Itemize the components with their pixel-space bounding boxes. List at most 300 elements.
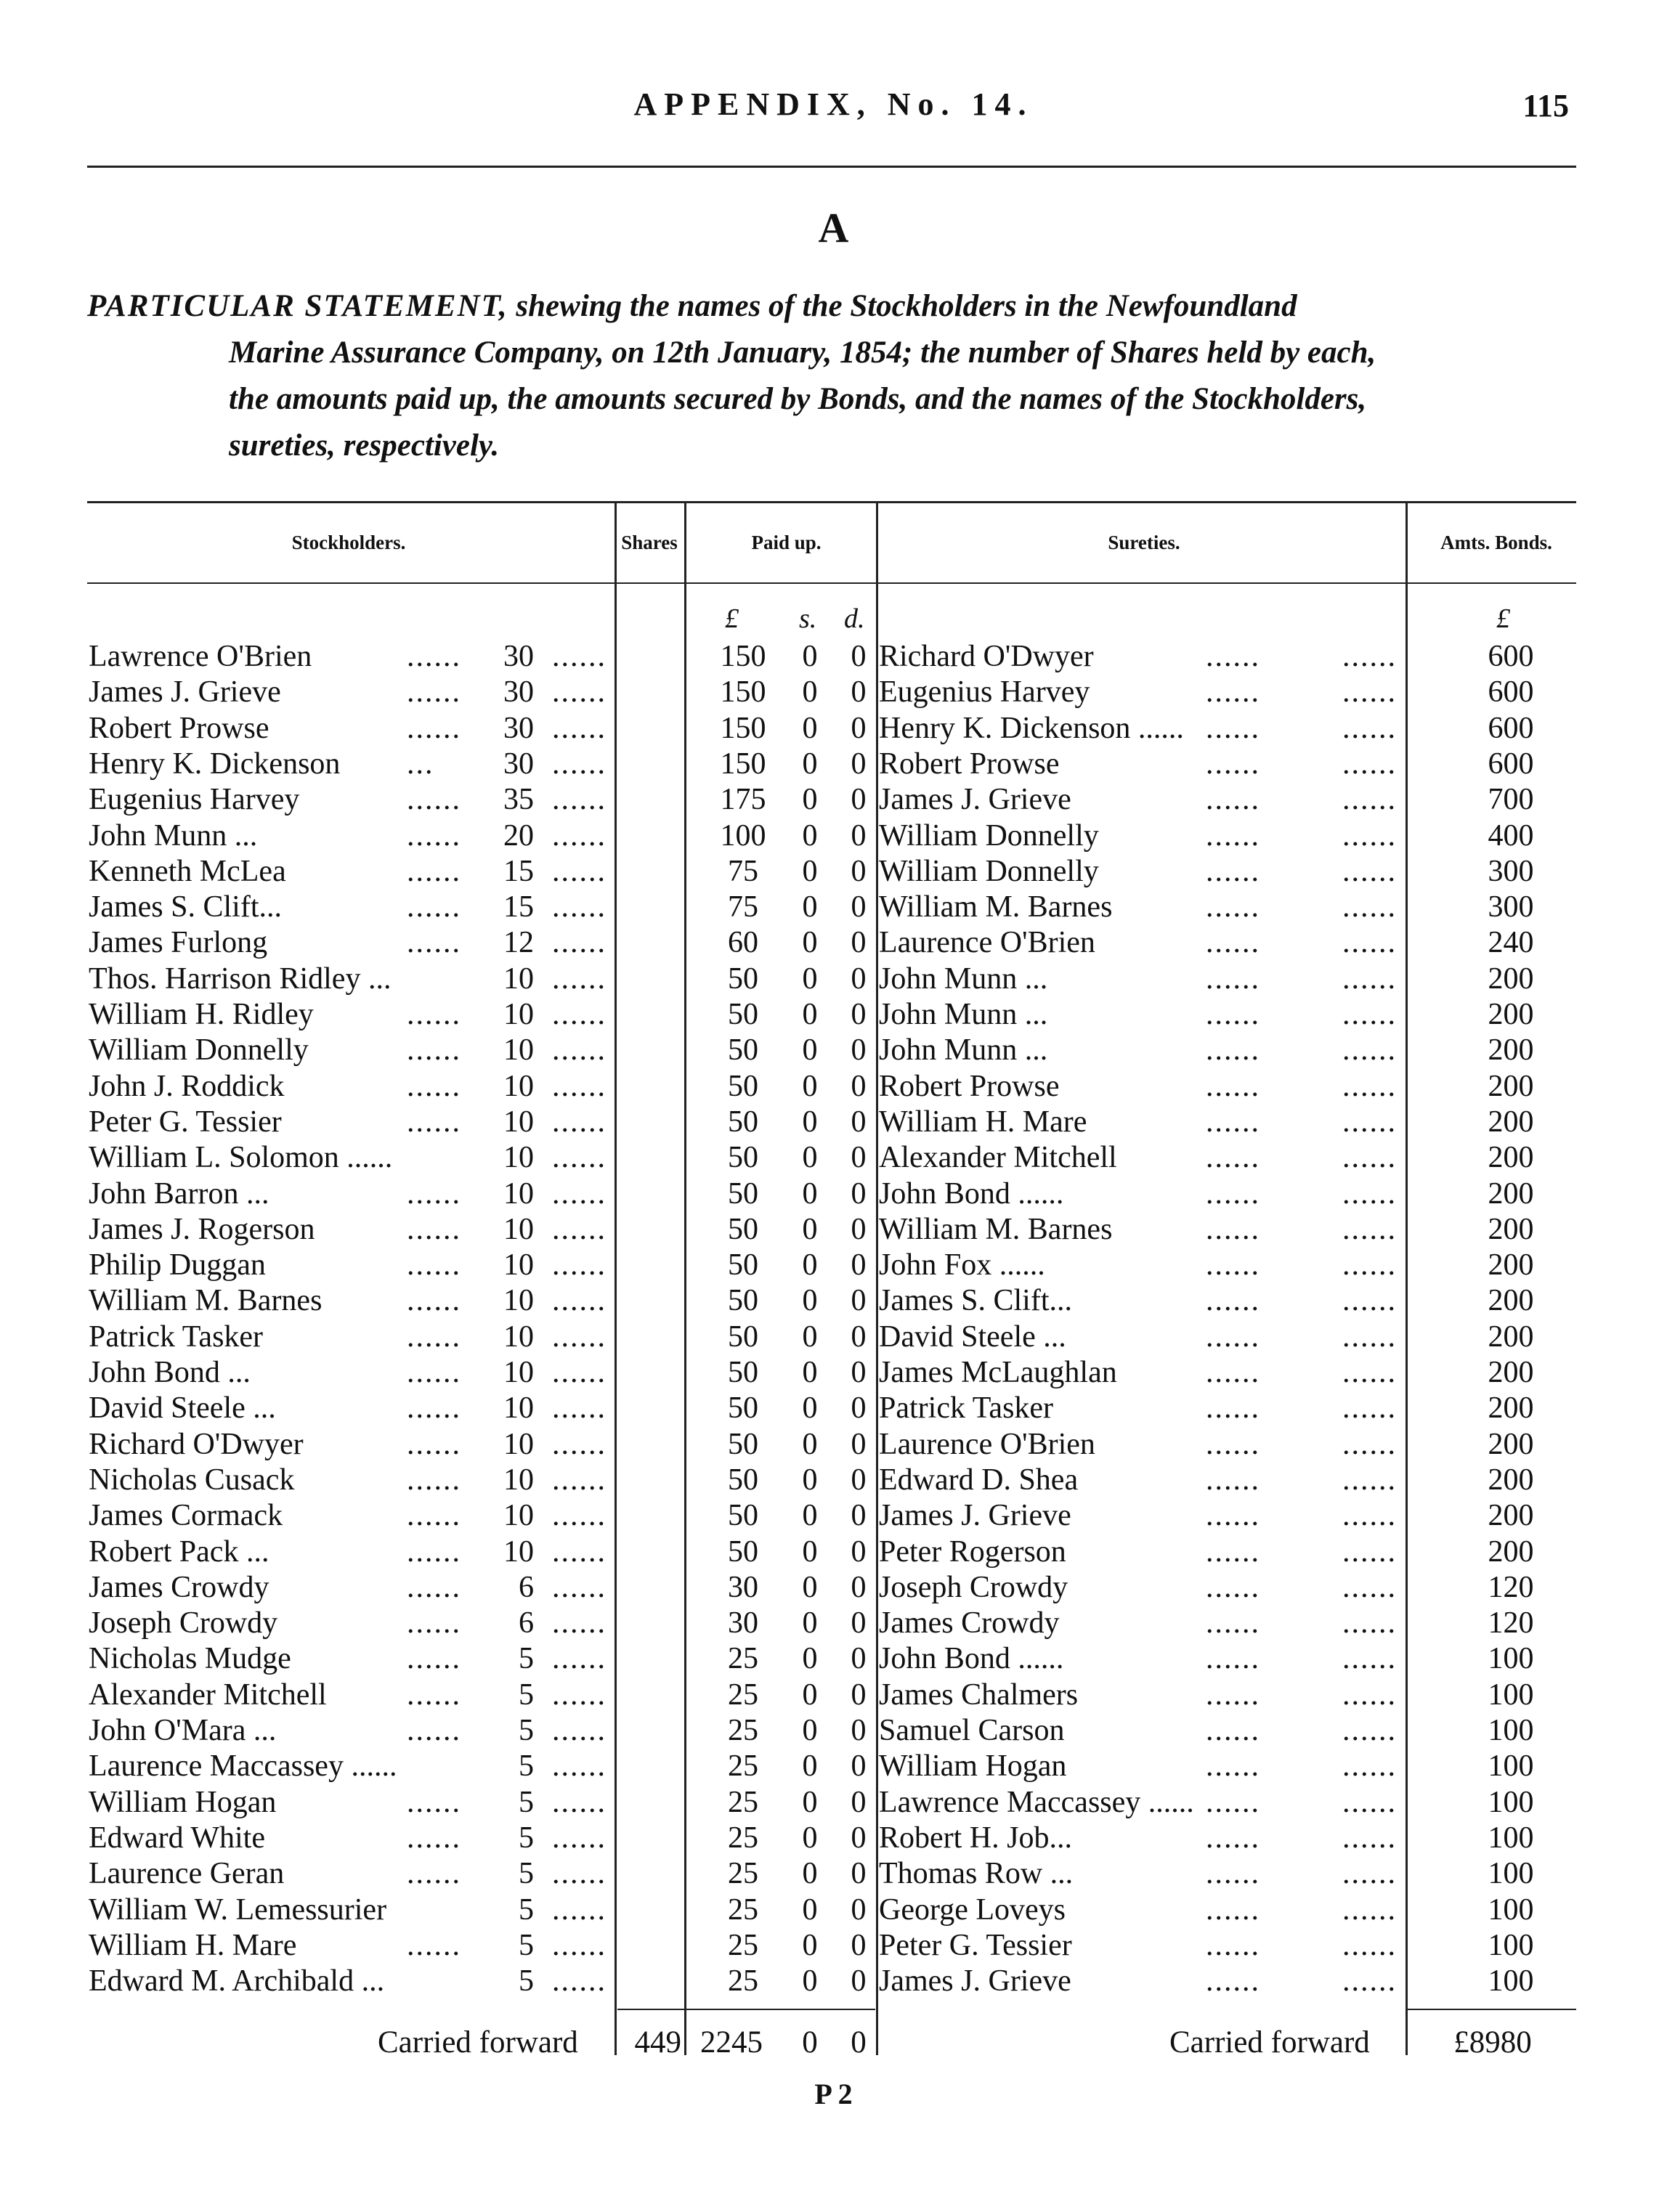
leader-dots: ...... (552, 1391, 607, 1426)
stockholder-name: Thos. Harrison Ridley ... (89, 961, 392, 996)
leader-dots: ...... (407, 1248, 461, 1282)
surety-name: James J. Grieve (879, 1499, 1071, 1533)
paid-shillings: 0 (802, 961, 818, 996)
paid-pounds: 25 (728, 1749, 758, 1784)
shares-value: 30 (503, 675, 534, 709)
shares-value: 5 (519, 1964, 534, 1998)
shares-total-rule (617, 2009, 875, 2010)
stockholder-name: Robert Prowse (89, 711, 269, 745)
shares-value: 5 (519, 1749, 534, 1784)
unit-shillings: s. (799, 603, 817, 634)
leader-dots: ...... (552, 1284, 607, 1318)
surety-name: Laurence O'Brien (879, 926, 1095, 960)
leader-dots: ...... (1342, 1964, 1397, 1998)
shares-value: 10 (503, 1069, 534, 1103)
paid-shillings: 0 (802, 1964, 818, 1998)
paid-shillings: 0 (802, 1749, 818, 1784)
stockholder-name: James Crowdy (89, 1570, 269, 1604)
leader-dots: ...... (407, 1463, 461, 1497)
leader-dots: ...... (407, 1176, 461, 1211)
paid-shillings: 0 (802, 1176, 818, 1211)
table-row (87, 1678, 1576, 1713)
total-pence: 0 (851, 2025, 867, 2059)
stockholder-name: Kenneth McLea (89, 854, 286, 888)
table-row (87, 1355, 1576, 1391)
table-row (87, 1785, 1576, 1821)
paid-shillings: 0 (802, 1212, 818, 1246)
stockholder-name: James J. Rogerson (89, 1212, 315, 1246)
surety-name: Samuel Carson (879, 1714, 1065, 1747)
paid-pounds: 175 (720, 783, 766, 817)
surety-name: John Munn ... (879, 998, 1048, 1031)
col-head-stockholders: Stockholders. (291, 532, 406, 553)
paid-shillings: 0 (802, 1570, 818, 1604)
paid-pence: 0 (851, 1463, 867, 1497)
leader-dots: ...... (1342, 783, 1397, 817)
leader-dots: ...... (1206, 783, 1260, 817)
paid-pounds: 50 (728, 1033, 758, 1068)
leader-dots: ...... (407, 1570, 461, 1604)
stockholder-name: Laurence Maccassey ...... (89, 1749, 397, 1784)
shares-value: 10 (503, 961, 534, 996)
paid-shillings: 0 (802, 1391, 818, 1426)
stockholder-name: James S. Clift... (89, 890, 283, 924)
leader-dots: ...... (407, 1606, 461, 1640)
leader-dots: ...... (1342, 1534, 1397, 1569)
leader-dots: ...... (407, 711, 461, 745)
paid-shillings: 0 (802, 1284, 818, 1318)
leader-dots: ...... (407, 1678, 461, 1712)
col-head-paid-up: Paid up. (751, 532, 822, 553)
leader-dots: ...... (407, 1033, 461, 1068)
shares-value: 30 (503, 640, 534, 673)
bond-amount: 100 (1488, 1642, 1534, 1676)
leader-dots: ...... (407, 1642, 461, 1676)
table-row (87, 997, 1576, 1033)
paid-pounds: 150 (720, 711, 766, 745)
leader-dots: ...... (1342, 1928, 1397, 1962)
paid-shillings: 0 (802, 1141, 818, 1175)
leader-dots: ...... (1206, 1606, 1260, 1640)
leader-dots: ...... (552, 1141, 607, 1175)
header-rule (87, 166, 1576, 168)
paid-pounds: 25 (728, 1714, 758, 1747)
paid-shillings: 0 (802, 711, 818, 745)
paid-shillings: 0 (802, 1928, 818, 1962)
paid-shillings: 0 (802, 1785, 818, 1819)
paid-pence: 0 (851, 747, 867, 781)
surety-name: John Munn ... (879, 961, 1048, 996)
surety-name: William Donnelly (879, 818, 1099, 853)
statement-heading (87, 283, 1576, 469)
bond-amount: 200 (1488, 1105, 1534, 1139)
leader-dots: ...... (552, 1463, 607, 1497)
surety-name: William M. Barnes (879, 890, 1113, 924)
shares-value: 10 (503, 1141, 534, 1175)
leader-dots: ...... (552, 818, 607, 853)
paid-shillings: 0 (802, 1248, 818, 1282)
stockholder-name: Eugenius Harvey (89, 783, 300, 817)
stockholder-name: Nicholas Cusack (89, 1463, 295, 1497)
stockholder-name: Joseph Crowdy (89, 1606, 278, 1640)
page-number: 115 (1522, 88, 1569, 123)
leader-dots: ...... (1206, 1928, 1260, 1962)
leader-dots: ...... (1342, 1391, 1397, 1426)
leader-dots: ...... (1206, 818, 1260, 853)
bond-amount: 100 (1488, 1857, 1534, 1891)
stockholder-name: Lawrence O'Brien (89, 640, 312, 673)
paid-pence: 0 (851, 1069, 867, 1103)
paid-pounds: 25 (728, 1857, 758, 1891)
surety-name: Alexander Mitchell (879, 1141, 1117, 1175)
paid-pence: 0 (851, 998, 867, 1031)
surety-name: Edward D. Shea (879, 1463, 1079, 1497)
leader-dots: ...... (1206, 890, 1260, 924)
surety-name: James J. Grieve (879, 1964, 1071, 1998)
leader-dots: ...... (552, 1069, 607, 1103)
leader-dots: ...... (1342, 1714, 1397, 1747)
paid-shillings: 0 (802, 1463, 818, 1497)
paid-shillings: 0 (802, 1857, 818, 1891)
stockholder-name: Alexander Mitchell (89, 1678, 327, 1712)
surety-name: James Crowdy (879, 1606, 1060, 1640)
leader-dots: ...... (552, 1248, 607, 1282)
leader-dots: ...... (1342, 1141, 1397, 1175)
leader-dots: ...... (552, 926, 607, 960)
leader-dots: ...... (1206, 1069, 1260, 1103)
paid-pence: 0 (851, 783, 867, 817)
page-header (0, 86, 1667, 129)
paid-pounds: 25 (728, 1678, 758, 1712)
leader-dots: ...... (1206, 1212, 1260, 1246)
carried-forward-label-right: Carried forward (1169, 2025, 1370, 2059)
leader-dots: ...... (407, 675, 461, 709)
leader-dots: ...... (407, 783, 461, 817)
paid-pence: 0 (851, 1785, 867, 1819)
bond-amount: 300 (1488, 854, 1534, 888)
table-row (87, 1821, 1576, 1856)
leader-dots: ...... (407, 998, 461, 1031)
leader-dots: ...... (1206, 1821, 1260, 1855)
shares-value: 10 (503, 998, 534, 1031)
stockholder-name: James Furlong (89, 926, 268, 960)
leader-dots: ...... (1342, 1176, 1397, 1211)
table-row (87, 1534, 1576, 1570)
bond-amount: 240 (1488, 926, 1534, 960)
leader-dots: ...... (552, 711, 607, 745)
leader-dots: ...... (1206, 1749, 1260, 1784)
paid-pounds: 50 (728, 1141, 758, 1175)
surety-name: Peter Rogerson (879, 1534, 1066, 1569)
table-row (87, 1928, 1576, 1964)
bond-amount: 100 (1488, 1964, 1534, 1998)
leader-dots: ...... (1342, 747, 1397, 781)
shares-value: 10 (503, 1176, 534, 1211)
leader-dots: ...... (1206, 1642, 1260, 1676)
leader-dots: ...... (407, 1105, 461, 1139)
table-row (87, 854, 1576, 890)
paid-pence: 0 (851, 1499, 867, 1533)
leader-dots: ...... (407, 1785, 461, 1819)
paid-pence: 0 (851, 1105, 867, 1139)
paid-pence: 0 (851, 890, 867, 924)
table-head-rule (87, 582, 1576, 584)
leader-dots: ...... (1206, 1857, 1260, 1891)
paid-pence: 0 (851, 711, 867, 745)
shares-value: 10 (503, 1284, 534, 1318)
shares-value: 5 (519, 1892, 534, 1927)
leader-dots: ...... (407, 1069, 461, 1103)
leader-dots: ...... (552, 1427, 607, 1461)
shares-value: 10 (503, 1463, 534, 1497)
leader-dots: ...... (407, 854, 461, 888)
leader-dots: ...... (552, 1749, 607, 1784)
paid-shillings: 0 (802, 1821, 818, 1855)
leader-dots: ... (407, 747, 434, 781)
stockholder-name: William Hogan (89, 1785, 277, 1819)
stockholder-name: William H. Ridley (89, 998, 314, 1031)
table-row (87, 1498, 1576, 1534)
paid-shillings: 0 (802, 675, 818, 709)
table-row (87, 1033, 1576, 1068)
shares-value: 6 (519, 1570, 534, 1604)
leader-dots: ...... (1206, 1570, 1260, 1604)
paid-pounds: 30 (728, 1606, 758, 1640)
bond-amount: 600 (1488, 640, 1534, 673)
unit-pence: d. (844, 603, 865, 634)
leader-dots: ...... (407, 1391, 461, 1426)
leader-dots: ...... (1342, 711, 1397, 745)
paid-pence: 0 (851, 1678, 867, 1712)
leader-dots: ...... (1342, 1785, 1397, 1819)
surety-name: William Donnelly (879, 854, 1099, 888)
table-row (87, 675, 1576, 710)
paid-shillings: 0 (802, 890, 818, 924)
surety-name: Patrick Tasker (879, 1391, 1054, 1426)
leader-dots: ...... (1342, 961, 1397, 996)
paid-shillings: 0 (802, 818, 818, 853)
paid-pounds: 75 (728, 890, 758, 924)
shares-value: 10 (503, 1033, 534, 1068)
stockholder-name: John Bond ... (89, 1356, 251, 1389)
leader-dots: ...... (1206, 1105, 1260, 1139)
stockholder-name: Richard O'Dwyer (89, 1427, 304, 1461)
paid-pounds: 25 (728, 1642, 758, 1676)
bond-amount: 200 (1488, 1391, 1534, 1426)
shares-value: 20 (503, 818, 534, 853)
paid-pounds: 50 (728, 1284, 758, 1318)
bond-amount: 400 (1488, 818, 1534, 853)
bond-amount: 300 (1488, 890, 1534, 924)
bond-amount: 200 (1488, 998, 1534, 1031)
paid-pounds: 50 (728, 1212, 758, 1246)
table-row (87, 1892, 1576, 1928)
paid-pence: 0 (851, 1356, 867, 1389)
bond-amount: 120 (1488, 1570, 1534, 1604)
paid-pence: 0 (851, 854, 867, 888)
bond-amount: 200 (1488, 1534, 1534, 1569)
shares-value: 10 (503, 1534, 534, 1569)
leader-dots: ...... (552, 1176, 607, 1211)
leader-dots: ...... (407, 1284, 461, 1318)
paid-pounds: 25 (728, 1928, 758, 1962)
bond-amount: 100 (1488, 1821, 1534, 1855)
leader-dots: ...... (1342, 1499, 1397, 1533)
paid-shillings: 0 (802, 926, 818, 960)
leader-dots: ...... (552, 1821, 607, 1855)
bond-amount: 100 (1488, 1678, 1534, 1712)
leader-dots: ...... (552, 1642, 607, 1676)
leader-dots: ...... (407, 926, 461, 960)
shares-value: 10 (503, 1248, 534, 1282)
leader-dots: ...... (407, 1212, 461, 1246)
paid-pounds: 25 (728, 1964, 758, 1998)
stockholder-name: Patrick Tasker (89, 1320, 264, 1354)
surety-name: Eugenius Harvey (879, 675, 1090, 709)
paid-shillings: 0 (802, 854, 818, 888)
total-bonds: £8980 (1453, 2025, 1532, 2059)
leader-dots: ...... (407, 1534, 461, 1569)
stockholder-name: Philip Duggan (89, 1248, 266, 1282)
bond-amount: 100 (1488, 1749, 1534, 1784)
leader-dots: ...... (1342, 1248, 1397, 1282)
bond-amount: 600 (1488, 747, 1534, 781)
leader-dots: ...... (407, 1857, 461, 1891)
surety-name: John Fox ...... (879, 1248, 1045, 1282)
leader-dots: ...... (1342, 1356, 1397, 1389)
stockholder-name: John J. Roddick (89, 1069, 285, 1103)
leader-dots: ...... (1342, 1892, 1397, 1927)
leader-dots: ...... (552, 1857, 607, 1891)
leader-dots: ...... (407, 1427, 461, 1461)
leader-dots: ...... (407, 1714, 461, 1747)
bond-amount: 200 (1488, 1463, 1534, 1497)
leader-dots: ...... (552, 1105, 607, 1139)
leader-dots: ...... (552, 783, 607, 817)
paid-pounds: 50 (728, 1248, 758, 1282)
shares-value: 5 (519, 1714, 534, 1747)
shares-value: 10 (503, 1499, 534, 1533)
surety-name: William H. Mare (879, 1105, 1087, 1139)
paid-pence: 0 (851, 1964, 867, 1998)
bond-amount: 600 (1488, 711, 1534, 745)
table-row (87, 1749, 1576, 1784)
leader-dots: ...... (407, 1821, 461, 1855)
bonds-total-rule (1408, 2009, 1576, 2010)
leader-dots: ...... (552, 854, 607, 888)
paid-shillings: 0 (802, 783, 818, 817)
bond-amount: 200 (1488, 1320, 1534, 1354)
paid-pence: 0 (851, 1606, 867, 1640)
stockholder-name: William W. Lemessurier (89, 1892, 387, 1927)
paid-pounds: 100 (720, 818, 766, 853)
stockholder-name: Laurence Geran (89, 1857, 285, 1891)
leader-dots: ...... (1342, 1033, 1397, 1068)
surety-name: William M. Barnes (879, 1212, 1113, 1246)
paid-pence: 0 (851, 1534, 867, 1569)
shares-value: 15 (503, 854, 534, 888)
surety-name: Henry K. Dickenson ...... (879, 711, 1184, 745)
leader-dots: ...... (407, 890, 461, 924)
table-row (87, 711, 1576, 747)
leader-dots: ...... (407, 1928, 461, 1962)
total-shares: 449 (634, 2025, 681, 2059)
paid-pence: 0 (851, 1892, 867, 1927)
signature-mark: P 2 (814, 2078, 853, 2110)
paid-shillings: 0 (802, 1892, 818, 1927)
stockholder-name: William Donnelly (89, 1033, 309, 1068)
leader-dots: ...... (1206, 1320, 1260, 1354)
paid-shillings: 0 (802, 1642, 818, 1676)
surety-name: Thomas Row ... (879, 1857, 1074, 1891)
bond-amount: 100 (1488, 1714, 1534, 1747)
shares-value: 10 (503, 1212, 534, 1246)
table-row (87, 1105, 1576, 1140)
paid-pence: 0 (851, 1391, 867, 1426)
leader-dots: ...... (1342, 818, 1397, 853)
surety-name: John Munn ... (879, 1033, 1048, 1068)
paid-pounds: 50 (728, 1320, 758, 1354)
stockholder-name: John O'Mara ... (89, 1714, 277, 1747)
paid-pence: 0 (851, 1570, 867, 1604)
leader-dots: ...... (1342, 1069, 1397, 1103)
paid-pence: 0 (851, 1176, 867, 1211)
paid-pence: 0 (851, 1320, 867, 1354)
bond-amount: 200 (1488, 1033, 1534, 1068)
bond-amount: 200 (1488, 1069, 1534, 1103)
paid-pence: 0 (851, 1642, 867, 1676)
leader-dots: ...... (552, 1606, 607, 1640)
leader-dots: ...... (407, 1320, 461, 1354)
leader-dots: ...... (552, 675, 607, 709)
surety-name: Lawrence Maccassey ...... (879, 1785, 1194, 1819)
shares-value: 10 (503, 1320, 534, 1354)
table-row (87, 961, 1576, 997)
bond-amount: 100 (1488, 1892, 1534, 1927)
paid-shillings: 0 (802, 1714, 818, 1747)
table-row (87, 782, 1576, 818)
leader-dots: ...... (1342, 1570, 1397, 1604)
leader-dots: ...... (1342, 1463, 1397, 1497)
leader-dots: ...... (407, 640, 461, 673)
surety-name: David Steele ... (879, 1320, 1066, 1354)
shares-value: 30 (503, 747, 534, 781)
paid-pounds: 50 (728, 1391, 758, 1426)
leader-dots: ...... (1206, 961, 1260, 996)
table-row (87, 1391, 1576, 1426)
shares-value: 10 (503, 1356, 534, 1389)
leader-dots: ...... (552, 1320, 607, 1354)
surety-name: James S. Clift... (879, 1284, 1073, 1318)
leader-dots: ...... (1206, 1391, 1260, 1426)
leader-dots: ...... (1206, 1356, 1260, 1389)
heading-line-4: sureties, respectively. (229, 428, 500, 463)
paid-pence: 0 (851, 818, 867, 853)
leader-dots: ...... (1206, 1534, 1260, 1569)
paid-pence: 0 (851, 1928, 867, 1962)
table-row (87, 1140, 1576, 1176)
leader-dots: ...... (1342, 1642, 1397, 1676)
col-head-amts-bonds: Amts. Bonds. (1440, 532, 1552, 553)
paid-shillings: 0 (802, 1678, 818, 1712)
leader-dots: ...... (1206, 1714, 1260, 1747)
table-row (87, 1463, 1576, 1498)
bond-amount: 200 (1488, 961, 1534, 996)
table-row (87, 818, 1576, 854)
leader-dots: ...... (552, 998, 607, 1031)
shares-value: 12 (503, 926, 534, 960)
surety-name: William Hogan (879, 1749, 1067, 1784)
